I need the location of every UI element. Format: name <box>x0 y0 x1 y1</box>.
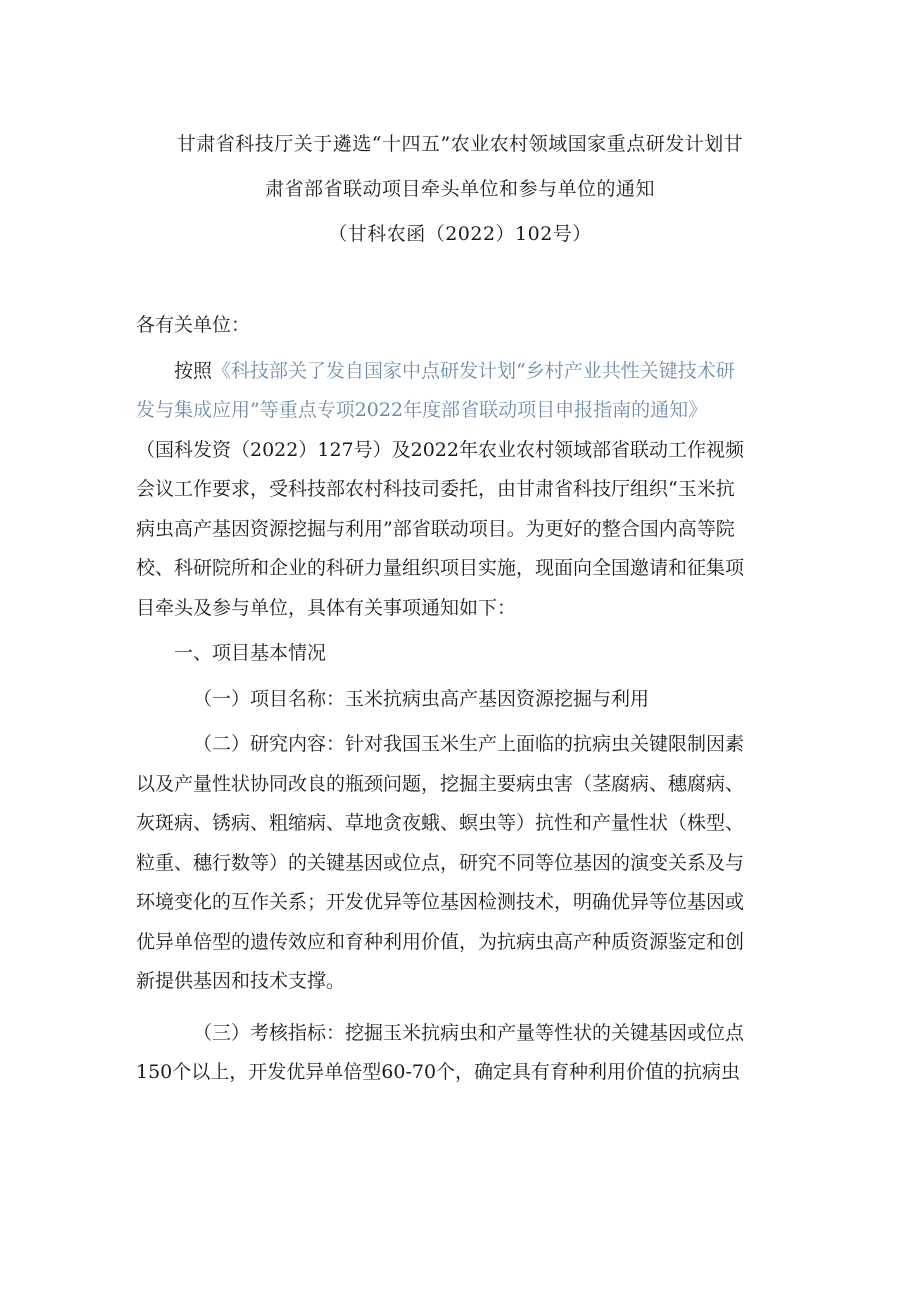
title-line-2: 肃省部省联动项目牵头单位和参与单位的通知 <box>264 178 655 200</box>
paragraph-line: 环境变化的互作关系；开发优异等位基因检测技术，明确优异等位基因或 <box>136 891 745 913</box>
intro-paragraph <box>136 352 781 629</box>
section-heading: 一、项目基本情况 <box>174 642 327 664</box>
paragraph-line: 目牵头及参与单位，具体有关事项通知如下： <box>136 596 517 619</box>
research-content-paragraph <box>136 725 781 1002</box>
paragraph-line: （二）研究内容：针对我国玉米生产上面临的抗病虫关键限制因素 <box>193 733 745 755</box>
paragraph-line: 病虫高产基因资源挖掘与利用”部省联动项目。为更好的整合国内高等院 <box>136 517 735 540</box>
document-title <box>0 122 920 257</box>
paragraph-line: （国科发资（2022）127号）及2022年农业农村领域部省联动工作视频 <box>136 438 744 461</box>
paragraph-line <box>136 352 781 392</box>
paragraph-line: 会议工作要求，受科技部农村科技司委托，由甘肃省科技厅组织“玉米抗 <box>136 478 735 500</box>
paragraph-line: （三）考核指标：挖掘玉米抗病虫和产量等性状的关键基因或位点 <box>193 1021 745 1044</box>
paragraph-line: 新提供基因和技术支撑。 <box>136 970 346 992</box>
title-line-1: 甘肃省科技厅关于遴选“十四五”农业农村领域国家重点研发计划甘 <box>176 133 744 155</box>
referenced-notice-link-continued[interactable]: 发与集成应用”等重点专项2022年度部省联动项目申报指南的通知》 <box>136 399 708 421</box>
assessment-indicators-paragraph <box>136 1014 781 1093</box>
paragraph-line: 灰斑病、锈病、粗缩病、草地贪夜蛾、螟虫等）抗性和产量性状（株型、 <box>136 812 745 834</box>
paragraph-line: 150个以上，开发优异单倍型60-70个，确定具有育种利用价值的抗病虫 <box>136 1061 741 1083</box>
document-body <box>136 306 781 1093</box>
intro-lead: 按照 <box>174 359 213 382</box>
paragraph-line: 粒重、穗行数等）的关键基因或位点，研究不同等位基因的演变关系及与 <box>136 851 745 874</box>
project-name-item: （一）项目名称：玉米抗病虫高产基因资源挖掘与利用 <box>193 687 650 710</box>
salutation: 各有关单位： <box>136 314 251 336</box>
paragraph-line: 以及产量性状协同改良的瓶颈问题，挖掘主要病虫害（茎腐病、穗腐病、 <box>136 772 745 795</box>
document-number: （甘科农函（2022）102号） <box>328 223 592 245</box>
referenced-notice-link[interactable]: 《科技部关了发自国家中点研发计划“乡村产业共性关键技术研 <box>212 359 735 382</box>
paragraph-line: 优异单倍型的遗传效应和育种利用价值，为抗病虫高产种质资源鉴定和创 <box>136 930 745 953</box>
paragraph-line: 校、科研院所和企业的科研力量组织项目实施，现面向全国邀请和征集项 <box>136 557 745 579</box>
